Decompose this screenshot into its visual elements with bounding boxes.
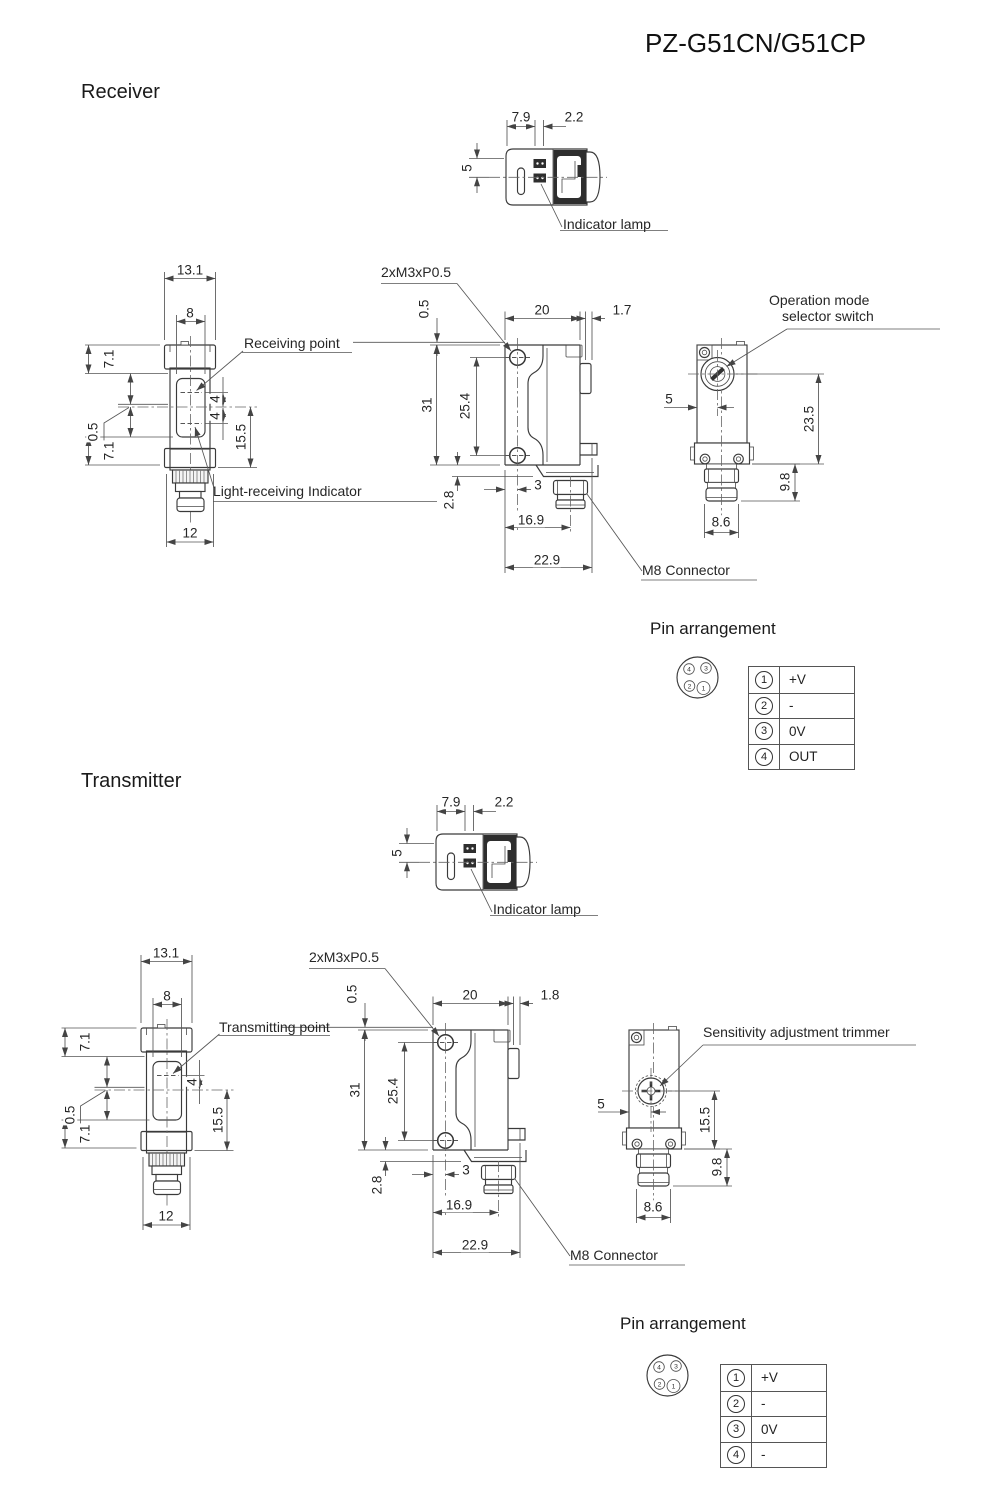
receiver-rear-view [664,329,940,538]
dim-label: 25.4 [385,1077,401,1105]
light-receiving-indicator-label: Light-receiving Indicator [213,483,362,499]
operation-mode-label-line1: Operation mode [769,292,870,308]
dim-label: 7.1 [101,441,117,461]
dim-label: 0.5 [85,422,101,442]
dim-label: 15.5 [210,1106,226,1134]
pin-value: 0V [761,1421,778,1437]
dim-label: 1.8 [540,987,560,1003]
receiver-pin-table [748,666,855,770]
pin-number: 4 [727,1446,745,1464]
dim-label: 0.5 [62,1105,78,1125]
transmitter-pin-plug [647,1355,688,1396]
indicator-lamp-label: Indicator lamp [563,216,651,232]
transmitter-rear-view [598,1023,916,1223]
receiver-heading: Receiver [81,81,160,103]
dim-label: 15.5 [233,423,249,451]
pin-value: +V [789,672,806,688]
dim-label: 2.8 [369,1175,385,1195]
pin-number: 2 [727,1395,745,1413]
dim-label: 13.1 [176,262,204,278]
dim-label: 4 [207,395,223,403]
dim-label: 5 [597,1096,605,1112]
m8-connector-label: M8 Connector [570,1247,658,1263]
dim-label: 7.9 [511,109,531,125]
pin-number: 2 [755,697,773,715]
dim-label: 16.9 [445,1197,473,1213]
svg-text:4: 4 [657,1364,661,1372]
dim-label: 8 [163,988,171,1004]
dim-label: 8 [186,305,194,321]
dim-label: 9.8 [709,1157,725,1177]
dim-label: 7.1 [77,1124,93,1144]
dim-label: 2.8 [441,490,457,510]
dim-label: 16.9 [517,512,545,528]
page-title: PZ-G51CN/G51CP [645,28,867,58]
dim-label: 5 [459,164,475,172]
receiving-point-label: Receiving point [244,335,340,351]
receiver-pin-heading: Pin arrangement [650,619,776,638]
dim-label: 13.1 [152,945,180,961]
svg-text:2: 2 [687,683,692,691]
dim-label: 12 [158,1208,174,1224]
pin-row [749,693,854,719]
transmitter-pin-heading: Pin arrangement [620,1314,746,1333]
dim-label: 3 [534,477,542,493]
screw-spec-label: 2xM3xP0.5 [309,949,380,965]
dim-label: 2.2 [564,109,584,125]
svg-text:2: 2 [657,1381,662,1389]
dim-label: 3 [462,1162,470,1178]
pin-number: 3 [755,722,773,740]
pin-row [749,667,854,693]
pin-number: 1 [727,1369,745,1387]
dim-label: 31 [347,1082,363,1098]
pin-value: 0V [789,723,806,739]
transmitting-point-label: Transmitting point [219,1019,330,1035]
svg-text:3: 3 [674,1363,678,1371]
pin-row [721,1416,826,1442]
svg-text:4: 4 [687,666,691,674]
dim-label: 8.6 [643,1199,663,1215]
dim-label: 31 [419,397,435,413]
dim-label: 7.1 [77,1032,93,1052]
dim-label: 8.6 [711,514,731,530]
dim-label: 5 [665,391,673,407]
pin-value: OUT [789,749,818,765]
transmitter-front-view [62,955,331,1230]
svg-text:1: 1 [701,685,706,693]
dim-label: 0.5 [344,984,360,1004]
dim-label: 4 [207,412,223,420]
transmitter-pin-table [720,1364,827,1468]
svg-text:3: 3 [704,665,708,673]
pin-value: +V [761,1370,778,1386]
dim-label: 15.5 [697,1106,713,1134]
dim-label: 22.9 [533,552,561,568]
svg-text:1: 1 [671,1383,676,1391]
m8-connector-label: M8 Connector [642,562,730,578]
dim-label: 20 [462,987,478,1003]
dim-label: 22.9 [461,1237,489,1253]
dim-label: 20 [534,302,550,318]
transmitter-heading: Transmitter [81,770,182,792]
pin-row [721,1365,826,1391]
screw-spec-label: 2xM3xP0.5 [381,264,452,280]
pin-number: 1 [755,671,773,689]
pin-value: - [789,698,794,714]
dim-label: 9.8 [777,472,793,492]
dim-label: 2.2 [494,794,514,810]
dim-label: 4 [184,1078,200,1086]
receiver-pin-plug [677,657,718,698]
pin-row [721,1442,826,1468]
indicator-lamp-label: Indicator lamp [493,901,581,917]
receiver-side-view [353,284,757,581]
pin-value: - [761,1447,766,1463]
receiver-front-view [85,272,437,547]
dim-label: 23.5 [801,405,817,433]
pin-row [749,718,854,744]
dim-label: 12 [182,525,198,541]
dim-label: 5 [389,849,405,857]
pin-row [749,744,854,770]
dim-label: 7.9 [441,794,461,810]
dim-label: 25.4 [457,392,473,420]
transmitter-top-view [399,805,598,916]
pin-number: 4 [755,748,773,766]
sensitivity-trimmer-label: Sensitivity adjustment trimmer [703,1024,890,1040]
receiver-top-view [469,120,668,231]
dim-label: 1.7 [612,302,632,318]
operation-mode-label-line2: selector switch [782,308,874,324]
pin-row [721,1391,826,1417]
dim-label: 7.1 [101,349,117,369]
pin-value: - [761,1396,766,1412]
dim-label: 0.5 [416,299,432,319]
transmitter-side-view [281,969,685,1266]
pin-number: 3 [727,1420,745,1438]
